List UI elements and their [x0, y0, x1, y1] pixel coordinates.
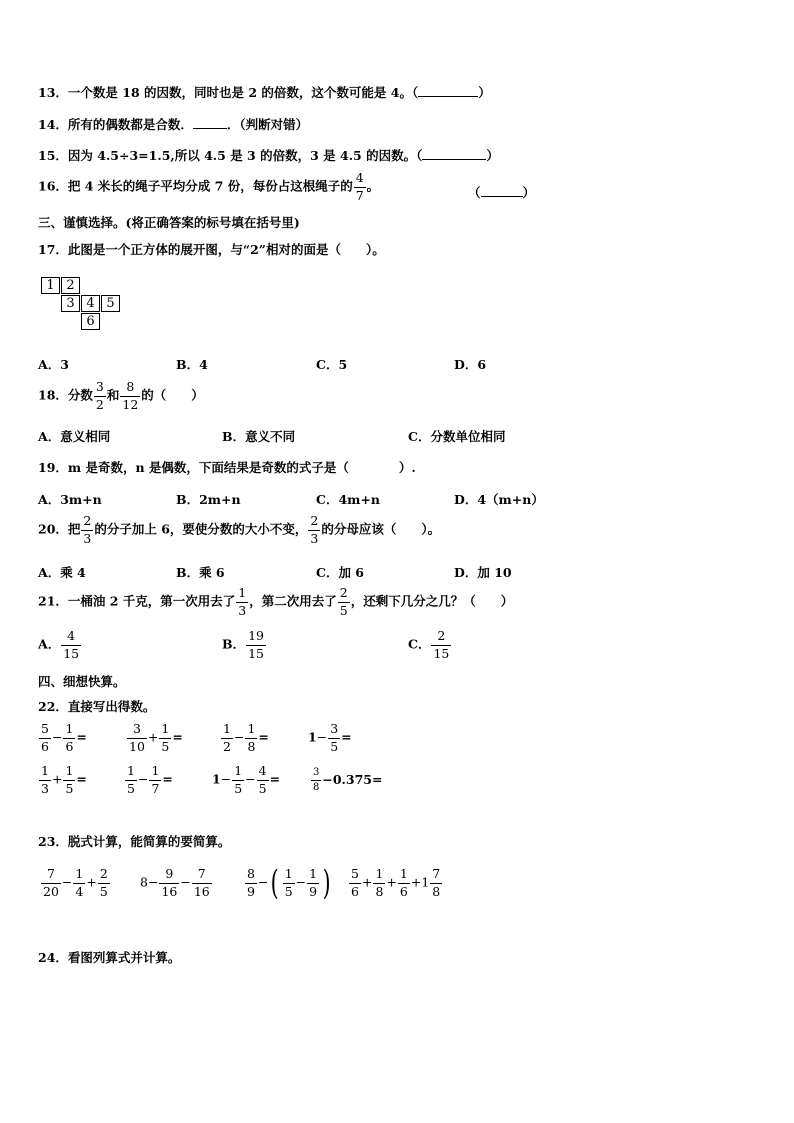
q23-expr-2: 8− $\frac{9}{16}$ − $\frac{7}{16}$	[140, 866, 210, 899]
q19-option-a[interactable]: A．3m+n	[38, 492, 102, 507]
q15-close: ）	[486, 148, 499, 163]
q19-option-d[interactable]: D．4（m+n）	[454, 492, 544, 507]
question-18	[38, 381, 204, 411]
net-cell-2: 2	[61, 277, 80, 294]
q17-option-c[interactable]: C．5	[316, 357, 348, 372]
q15-answer-blank[interactable]	[422, 148, 486, 160]
section-4-heading: 四、细想快算。	[38, 674, 126, 689]
section-3-heading: 三、谨慎选择。(将正确答案的标号填在括号里)	[38, 215, 300, 230]
q23-expr-3: $\frac{8}{9}$ −( $\frac{1}{5}$ − $\frac{1}{9}$ )	[247, 863, 331, 903]
question-19: 19．m 是奇数，n 是偶数，下面结果是奇数的式子是（ ）.	[38, 460, 416, 475]
q22-expr-1: $\frac{5}{6}$ − $\frac{1}{6}$ =	[41, 721, 87, 754]
q20-suffix: 的分母应该（ ）。	[321, 521, 441, 537]
q13-text: 13．一个数是 18 的因数，同时也是 2 的倍数，这个数可能是 4。（	[38, 85, 419, 100]
q19-option-c[interactable]: C．4m+n	[316, 492, 380, 507]
q23-expr-4: $\frac{5}{6}$ + $\frac{1}{8}$ + $\frac{1}{6}$ +1 $\frac{7}{8}$	[351, 866, 441, 899]
q13-answer-blank[interactable]	[418, 85, 478, 97]
question-14	[38, 115, 308, 133]
q17-option-b[interactable]: B．4	[176, 357, 208, 372]
q22-expr-3: $\frac{1}{2}$ − $\frac{1}{8}$ =	[223, 721, 269, 754]
q18-and: 和	[106, 387, 120, 403]
q20-option-c[interactable]: C．加 6	[316, 565, 364, 580]
q20-option-d[interactable]: D．加 10	[454, 565, 512, 580]
q20-fraction-1: $\frac{2}{3}$	[83, 513, 92, 546]
q22-expr-2: $\frac{3}{10}$ + $\frac{1}{5}$ =	[129, 721, 183, 754]
net-cell-3: 3	[61, 295, 80, 312]
question-17: 17．此图是一个正方体的展开图，与“2”相对的面是（ ）。	[38, 242, 385, 257]
q18-option-b[interactable]: B．意义不同	[222, 429, 296, 444]
q20-prefix: 20．把	[38, 521, 81, 537]
question-21	[38, 587, 513, 617]
question-13	[38, 83, 491, 101]
q14-text: 14．所有的偶数都是合数．	[38, 117, 193, 132]
q16-answer: （ ）	[468, 185, 536, 200]
net-cell-5: 5	[101, 295, 120, 312]
q21-prefix: 21．一桶油 2 千克，第一次用去了	[38, 593, 236, 609]
q16-fraction: $\frac{4}{7}$	[355, 170, 364, 203]
q18-fraction-1: $\frac{3}{2}$	[95, 379, 104, 412]
q21-option-a[interactable]: A． $\frac{4}{15}$	[38, 628, 80, 661]
q14-answer-blank[interactable]	[193, 117, 227, 129]
question-22-title: 22．直接写出得数。	[38, 699, 156, 714]
q21-fraction-1: $\frac{1}{3}$	[238, 585, 247, 618]
net-cell-1: 1	[41, 277, 60, 294]
question-24-title: 24．看图列算式并计算。	[38, 950, 181, 965]
q18-option-c[interactable]: C．分数单位相同	[408, 429, 506, 444]
q16-answer-blank[interactable]	[481, 185, 523, 197]
q19-option-b[interactable]: B．2m+n	[176, 492, 241, 507]
q18-option-a[interactable]: A．意义相同	[38, 429, 111, 444]
net-cell-6: 6	[81, 313, 100, 330]
q22-expr-7: 1− $\frac{1}{5}$ − $\frac{4}{5}$ =	[212, 763, 281, 796]
q22-expr-5: $\frac{1}{3}$ + $\frac{1}{5}$ =	[41, 763, 87, 796]
q20-option-a[interactable]: A．乘 4	[38, 565, 86, 580]
q21-option-c-fraction: $\frac{2}{15}$	[433, 628, 450, 661]
q21-option-b[interactable]: B． $\frac{19}{15}$	[222, 628, 264, 661]
question-23-title: 23．脱式计算，能简算的要简算。	[38, 834, 231, 849]
q22-expr-6: $\frac{1}{5}$ − $\frac{1}{7}$ =	[127, 763, 173, 796]
q21-option-b-fraction: $\frac{19}{15}$	[248, 628, 264, 661]
q23-expr-1: $\frac{7}{20}$ − $\frac{1}{4}$ + $\frac{2}{5}$	[43, 866, 108, 899]
q14-suffix: ．（判断对错）	[226, 117, 309, 132]
question-16	[38, 172, 379, 202]
q21-suffix: ，还剩下几分之几？（ ）	[350, 593, 514, 609]
q21-option-c[interactable]: C． $\frac{2}{15}$	[408, 628, 450, 661]
q21-middle: ，第二次用去了	[249, 593, 337, 609]
q20-option-b[interactable]: B．乘 6	[176, 565, 225, 580]
q17-option-a[interactable]: A．3	[38, 357, 69, 372]
q21-fraction-2: $\frac{2}{5}$	[339, 585, 348, 618]
q13-close: ）	[478, 85, 491, 100]
q16-dot: 。	[366, 178, 380, 194]
q21-option-a-fraction: $\frac{4}{15}$	[63, 628, 80, 661]
q18-fraction-2: $\frac{8}{12}$	[122, 379, 139, 412]
q22-expr-4: 1− $\frac{3}{5}$ =	[308, 721, 352, 754]
q18-prefix: 18．分数	[38, 387, 93, 403]
q15-text: 15．因为 4.5÷3=1.5,所以 4.5 是 3 的倍数，3 是 4.5 的因数。（	[38, 148, 423, 163]
q22-expr-8: $\frac{3}{8}$ −0.375=	[313, 767, 383, 793]
q16-text: 16．把 4 米长的绳子平均分成 7 份，每份占这根绳子的	[38, 178, 353, 194]
question-15	[38, 146, 499, 164]
question-20	[38, 515, 440, 545]
q18-suffix: 的（ ）	[141, 387, 204, 403]
net-cell-4: 4	[81, 295, 100, 312]
q20-fraction-2: $\frac{2}{3}$	[310, 513, 319, 546]
q20-middle: 的分子加上 6，要使分数的大小不变，	[94, 521, 308, 537]
q17-option-d[interactable]: D．6	[454, 357, 487, 372]
